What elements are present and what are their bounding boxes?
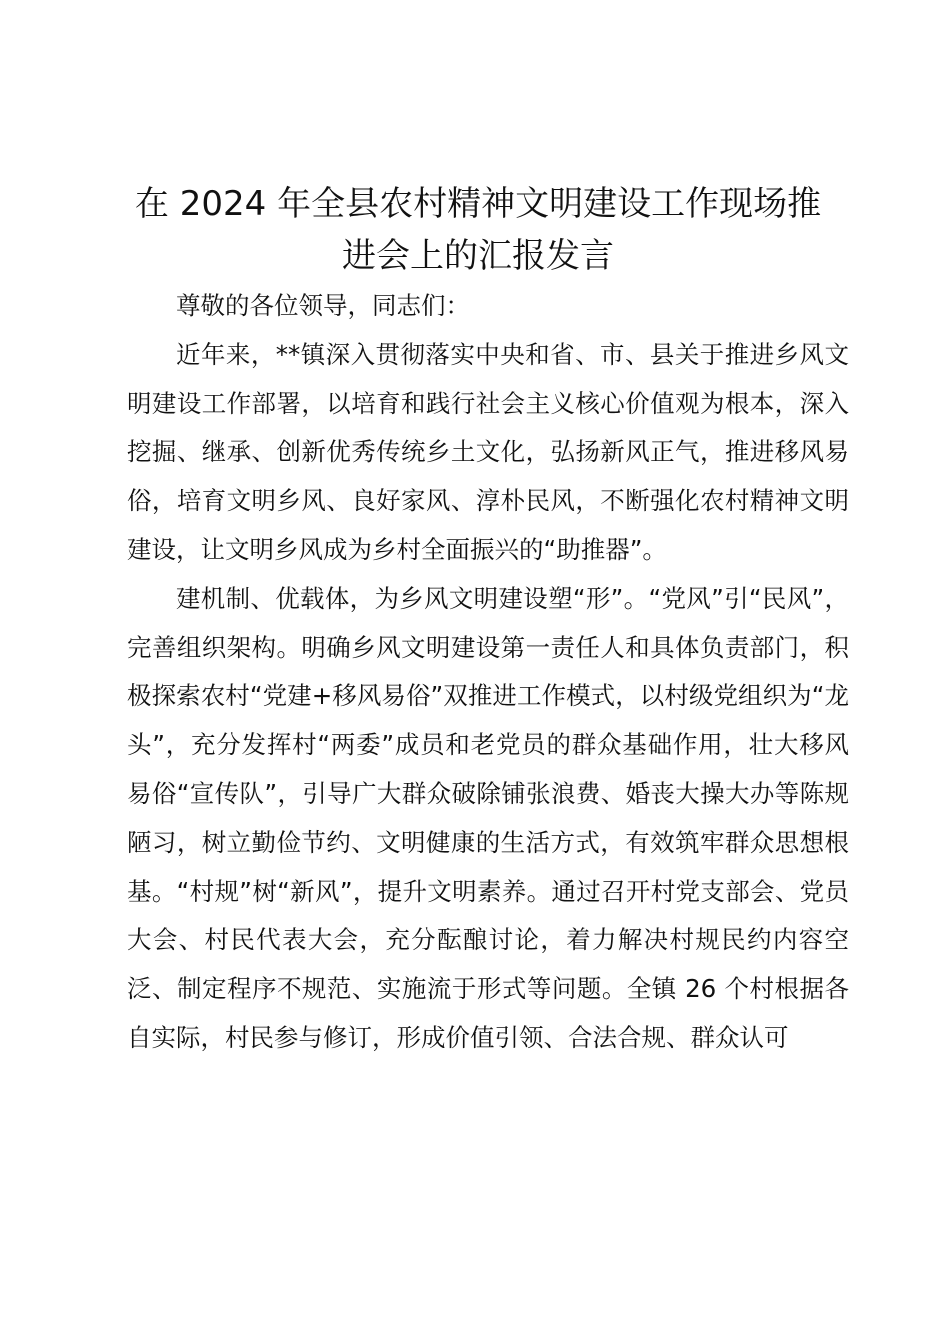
salutation-paragraph: 尊敬的各位领导，同志们： bbox=[176, 291, 470, 320]
document-title: 在 2024 年全县农村精神文明建设工作现场推进会上的汇报发言 bbox=[134, 184, 822, 276]
mechanism-paragraph: 建机制、优载体，为乡风文明建设塑“形”。“党风”引“民风”，完善组织架构。明确乡风文明建设第一责任人和具体负责部门，积极探索农村“党建+移风易俗”双推进工作模式，以村级党组织为“龙头”，充分发挥村“两委”成员和老党员的群众基础作用，壮大移风易俗“宣传队”，引导广大群众破除铺张浪费、婚丧大操大办等陈规陋习，树立勤俭节约、文明健康的生活方式，有效筑牢群众思想根基。“村规”树“新风”，提升文明素养。通过召开村党支部会、党员大会、村民代表大会，充分酝酿讨论，着力解决村规民约内容空泛、制定程序不规范、实施流于形式等问题。全镇 26 个村根据各自实际，村民参与修订，形成价值引领、合法合规、群众认可 bbox=[127, 583, 849, 1052]
document-body bbox=[127, 282, 849, 1063]
intro-paragraph: 近年来，**镇深入贯彻落实中央和省、市、县关于推进乡风文明建设工作部署，以培育和践行社会主义核心价值观为根本，深入挖掘、继承、创新优秀传统乡土文化，弘扬新风正气，推进移风易俗，培育文明乡风、良好家风、淳朴民风，不断强化农村精神文明建设，让文明乡风成为乡村全面振兴的“助推器”。 bbox=[127, 339, 849, 564]
